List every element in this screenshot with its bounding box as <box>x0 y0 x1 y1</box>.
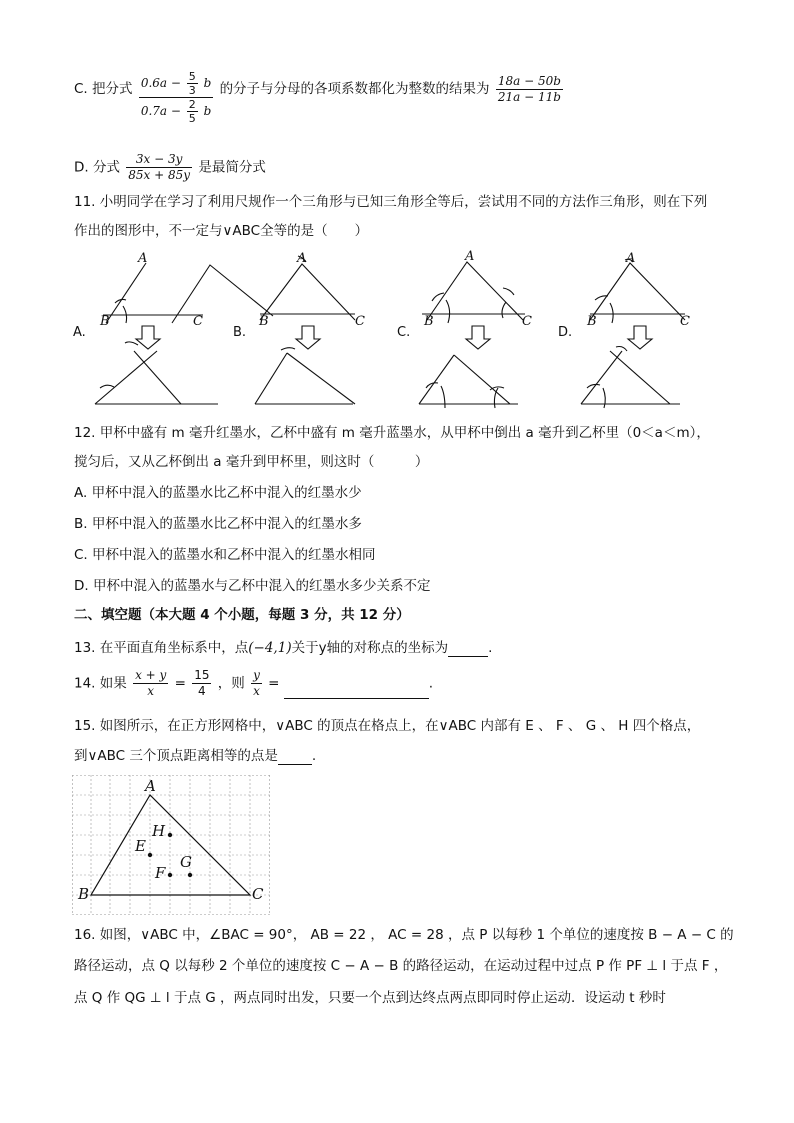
q11-a-label-a: A <box>138 251 148 266</box>
q15-label-h: H <box>152 822 166 840</box>
q10-option-d: D. 分式 $\frac{3x - 3y}{85x + 85y}$ 是最简分式 <box>74 152 266 182</box>
q11-option-a[interactable]: A. <box>73 325 86 340</box>
q11-a-triangle <box>172 265 273 323</box>
q10-d-fraction: $\frac{3x - 3y}{85x + 85y}$ <box>128 152 191 182</box>
q11-option-c[interactable]: C. <box>397 325 411 340</box>
q15-label-c: C <box>252 885 264 903</box>
q12-option-a[interactable]: A. 甲杯中混入的蓝墨水比乙杯中混入的红墨水少 <box>74 485 362 501</box>
q15-triangle <box>91 795 250 895</box>
q11-b-label-c: C <box>355 314 365 329</box>
q11-a-label-b: B <box>100 314 110 329</box>
q11-b-label-b: B <box>259 314 269 329</box>
q11-line1: 11. 小明同学在学习了利用尺规作一个三角形与已知三角形全等后，尝试用不同的方法作三角形，则在下列 <box>74 194 708 210</box>
q11-d-label-b: B <box>587 314 597 329</box>
q10-c-result: $\frac{18a - 50b}{21a - 11b}$ <box>497 73 561 104</box>
q16-line1: 16. 如图，∨ABC 中，∠BAC = 90°， AB = 22 ， AC = 28 ，点 P 以每秒 1 个单位的速度按 B − A − C 的 <box>74 927 734 943</box>
q16-line2: 路径运动，点 Q 以每秒 2 个单位的速度按 C − A − B 的路径运动，在运动过程中过点 P 作 PF ⊥ l 于点 F ， <box>74 958 728 974</box>
q15-label-g: G <box>180 853 192 871</box>
q15-grid-figure <box>72 775 270 915</box>
q11-d-label-a: A <box>626 251 636 266</box>
q11-option-d[interactable]: D. <box>558 325 573 340</box>
q11-option-b[interactable]: B. <box>233 325 247 340</box>
q11-line2: 作出的图形中，不一定与∨ABC全等的是（ ） <box>74 223 369 239</box>
q15-label-e: E <box>135 837 146 855</box>
q14: 14. 如果 $\frac{x + y}{x}$ = $\frac{15}{4}$ ，则 $\frac{y}{x}$ = . <box>74 668 434 698</box>
q14-answer-blank[interactable] <box>284 684 429 699</box>
q11-d-label-c: C <box>680 314 690 329</box>
q15-label-f: F <box>155 864 166 882</box>
q10-c-fraction: 0.6a − $\frac{5}{3}$ b 0.7a − $\frac{2}{5}$ b <box>140 70 212 125</box>
q13-answer-blank[interactable] <box>448 642 488 657</box>
q15-line1: 15. 如图所示，在正方形网格中，∨ABC 的顶点在格点上，在∨ABC 内部有 E 、 F 、 G 、 H 四个格点， <box>74 718 701 734</box>
q11-a-label-c: C <box>193 314 203 329</box>
q15-label-a: A <box>145 777 156 795</box>
q12-option-d[interactable]: D. 甲杯中混入的蓝墨水与乙杯中混入的红墨水多少关系不定 <box>74 578 431 594</box>
q12-line1: 12. 甲杯中盛有 m 毫升红墨水，乙杯中盛有 m 毫升蓝墨水，从甲杯中倒出 a 毫升到乙杯里（0＜a＜m）， <box>74 425 710 441</box>
point-h <box>168 833 172 837</box>
q15-label-b: B <box>78 885 90 903</box>
q10-c-prefix: C. 把分式 <box>74 81 133 97</box>
q11-b-label-a: A <box>297 251 307 266</box>
q16-line3: 点 Q 作 QG ⊥ l 于点 G ，两点同时出发，只要一个点到达终点两点即同时停止运动．设运动 t 秒时 <box>74 990 666 1006</box>
q15-answer-blank[interactable] <box>278 750 312 765</box>
point-f <box>168 873 172 877</box>
q11-c-label-a: A <box>465 249 475 264</box>
q10-option-c: C. 把分式 0.6a − $\frac{5}{3}$ b 0.7a − $\frac{2}{5}$ b 的分子与分母的各项系数都化为整数的结果为 $\frac{18a - 50b}{21a - 11b}$ <box>74 70 561 125</box>
point-e <box>148 853 152 857</box>
q12-line2: 搅匀后，又从乙杯倒出 a 毫升到甲杯里，则这时（ ） <box>74 454 429 470</box>
q11-c-label-b: B <box>424 314 434 329</box>
section-fill-in-header: 二、填空题（本大题 4 个小题，每题 3 分，共 12 分） <box>74 607 410 623</box>
q12-option-c[interactable]: C. 甲杯中混入的蓝墨水和乙杯中混入的红墨水相同 <box>74 547 376 563</box>
q15-line2: 到∨ABC 三个顶点距离相等的点是 . <box>74 748 317 764</box>
q11-c-label-c: C <box>522 314 532 329</box>
point-g <box>188 873 192 877</box>
q12-option-b[interactable]: B. 甲杯中混入的蓝墨水比乙杯中混入的红墨水多 <box>74 516 362 532</box>
q13: 13. 在平面直角坐标系中，点(−4,1)关于y轴的对称点的坐标为 . <box>74 640 493 656</box>
